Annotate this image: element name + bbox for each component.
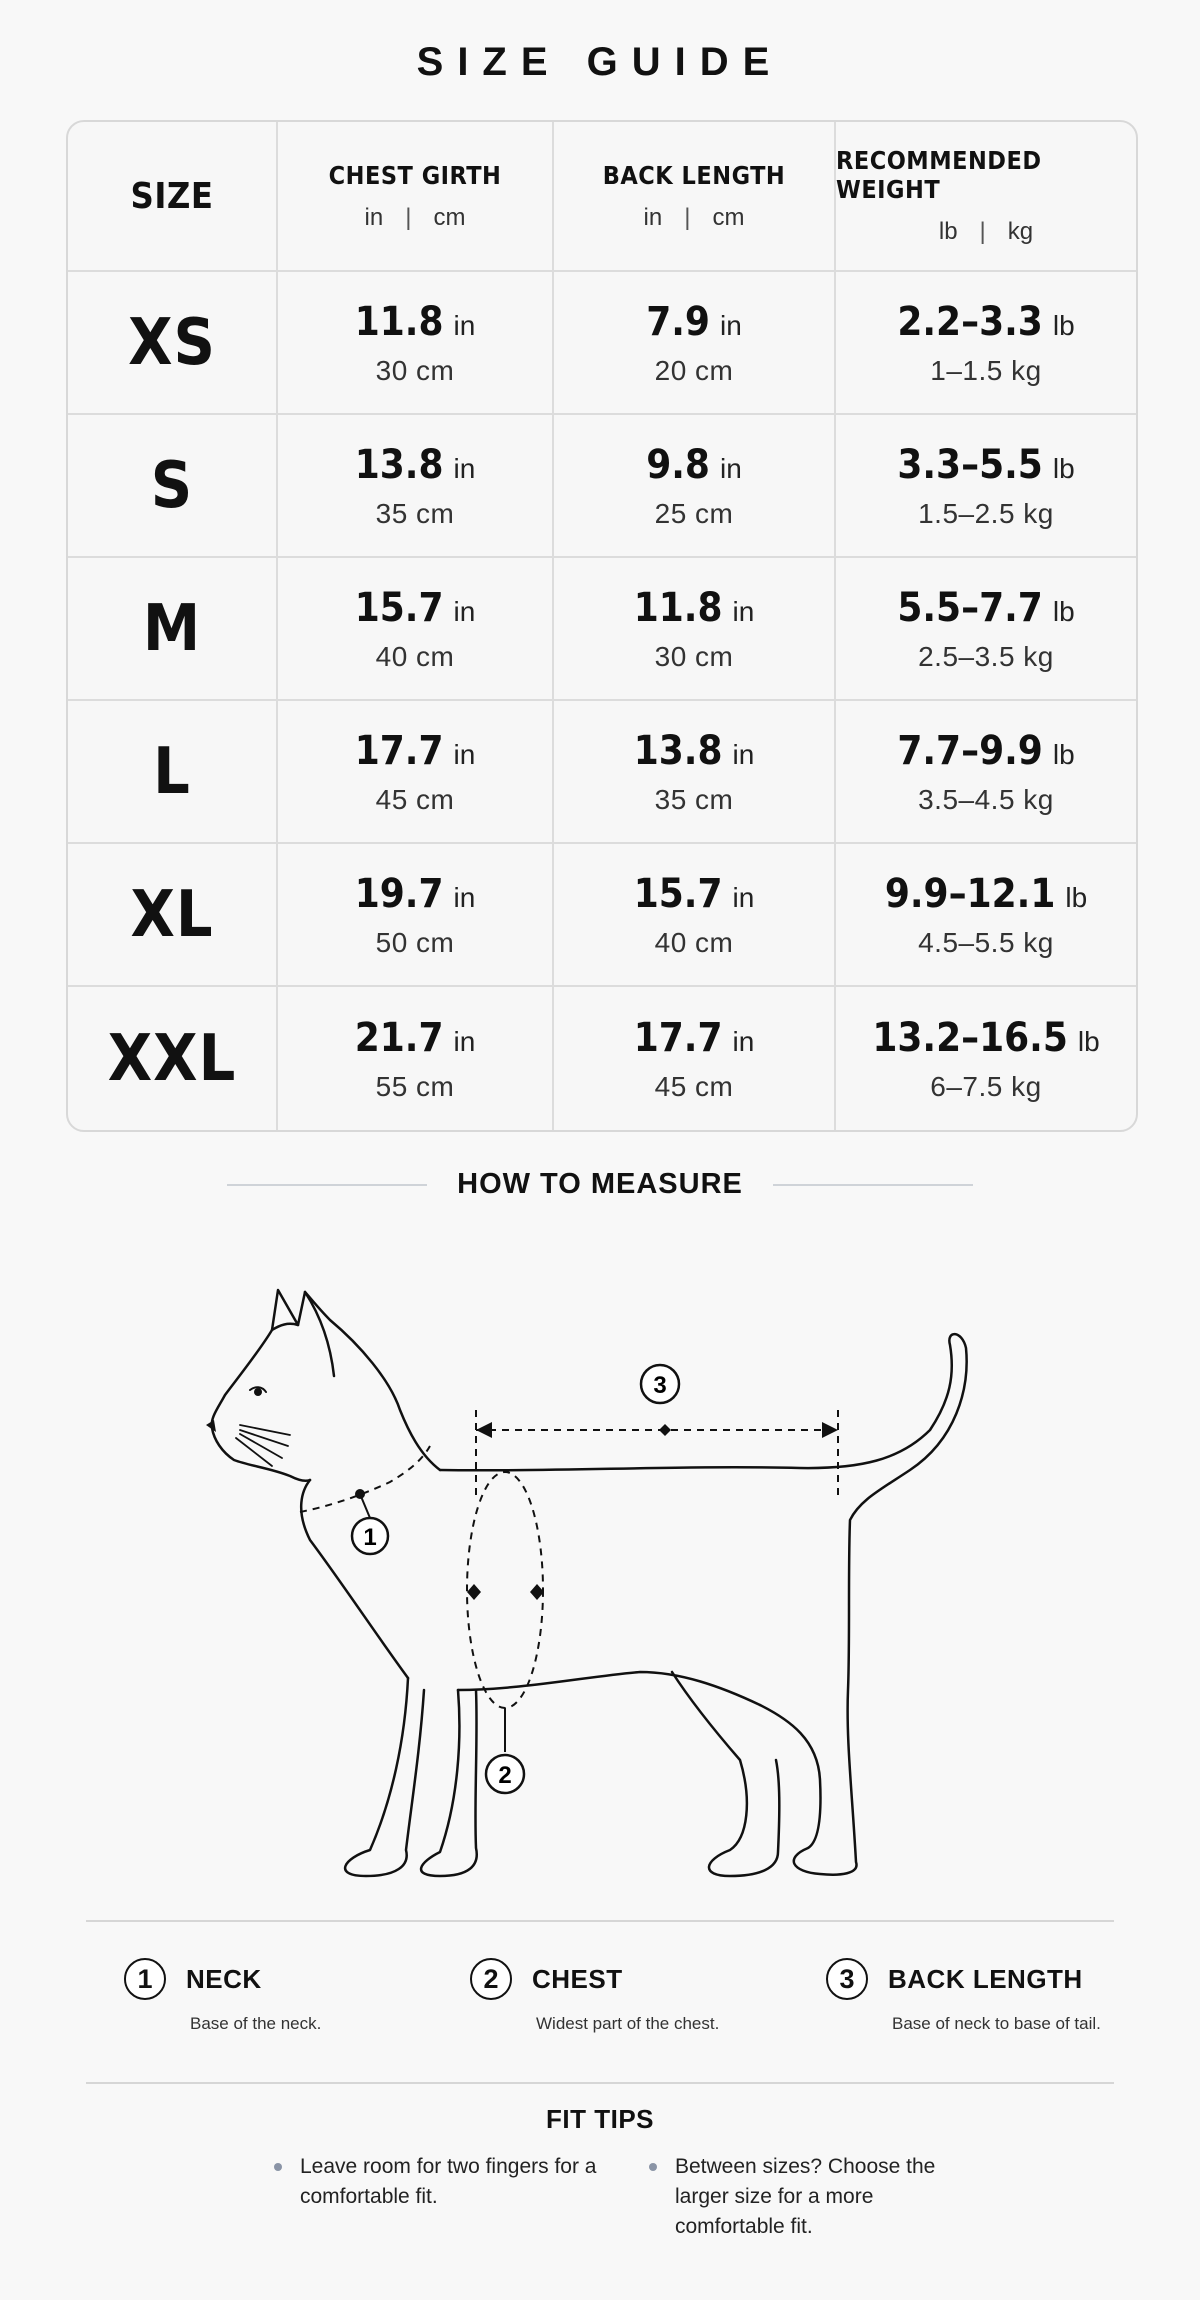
legend-number-badge: 1: [124, 1958, 166, 2000]
chest-in-unit: in: [453, 595, 476, 627]
size-cell: [68, 558, 278, 701]
weight-lb-value: 3.3–5.5: [897, 441, 1043, 488]
weight-kg-value: 1.5–2.5 kg: [918, 497, 1054, 529]
legend-number-badge: 2: [470, 1958, 512, 2000]
header-rule-right: [773, 1184, 973, 1186]
header-back: [554, 122, 836, 272]
back-cm-value: 30 cm: [654, 640, 734, 672]
back-in-value: 17.7: [633, 1014, 723, 1061]
weight-lb-value: 13.2–16.5: [872, 1014, 1068, 1061]
chest-in-value: 21.7: [354, 1014, 444, 1061]
page-title: SIZE GUIDE: [416, 40, 784, 84]
header-weight: [836, 122, 1136, 272]
legend-title: BACK LENGTH: [888, 1963, 1083, 1994]
weight-lb-value: 2.2–3.3: [897, 298, 1043, 345]
back-cell: [554, 558, 836, 701]
cat-illustration-icon: [0, 1240, 1200, 1900]
weight-kg-value: 3.5–4.5 kg: [918, 783, 1054, 815]
weight-lb-unit: lb: [1052, 738, 1075, 770]
unit-kg: kg: [1007, 218, 1034, 245]
header-weight-units: [939, 218, 1033, 246]
weight-lb-value: 7.7–9.9: [897, 727, 1043, 774]
weight-lb-unit: lb: [1052, 452, 1075, 484]
size-table: [66, 120, 1138, 1132]
back-in-unit: in: [732, 1025, 755, 1057]
neck-measure-line: [300, 1446, 430, 1512]
cat-chest-outline: [301, 1480, 408, 1678]
back-diamond-center: [659, 1424, 671, 1436]
cat-ear-inner: [305, 1292, 334, 1376]
header-back-label: BACK LENGTH: [602, 160, 786, 190]
back-in-value: 13.8: [633, 727, 723, 774]
weight-lb-line: [897, 442, 1074, 488]
chest-cm-value: 35 cm: [375, 497, 455, 529]
back-in-unit: in: [732, 738, 755, 770]
size-cell: [68, 987, 278, 1130]
back-in-value: 7.9: [646, 298, 710, 345]
fit-tip-text: Between sizes? Choose the larger size for a more comfortable fit.: [675, 2155, 936, 2238]
header-chest-units: [365, 204, 466, 232]
legend-title: NECK: [186, 1963, 262, 1994]
chest-cell: [278, 272, 554, 415]
chest-diamond-right: [530, 1584, 544, 1600]
back-cm-value: 20 cm: [654, 354, 734, 386]
weight-cell: [836, 844, 1136, 987]
size-label: L: [153, 734, 191, 809]
weight-lb-line: [872, 1015, 1099, 1061]
chest-in-line: [355, 1015, 476, 1061]
back-in-line: [646, 299, 742, 345]
back-cm-value: 35 cm: [654, 783, 734, 815]
back-in-line: [634, 728, 755, 774]
unit-cm: cm: [712, 203, 745, 231]
header-back-units: [644, 204, 745, 232]
back-in-line: [634, 585, 755, 631]
svg-text:3: 3: [653, 1372, 667, 1399]
chest-in-value: 11.8: [354, 298, 444, 345]
weight-lb-value: 9.9–12.1: [884, 870, 1056, 917]
back-cm-value: 25 cm: [654, 497, 734, 529]
marker-2: [486, 1755, 524, 1793]
weight-cell: [836, 701, 1136, 844]
chest-cell: [278, 415, 554, 558]
chest-in-line: [355, 871, 476, 917]
size-label: XL: [130, 877, 214, 952]
weight-kg-value: 2.5–3.5 kg: [918, 640, 1054, 672]
chest-in-line: [355, 442, 476, 488]
chest-cell: [278, 558, 554, 701]
bullet-dot-icon: [274, 2163, 282, 2171]
fit-tip-text: Leave room for two fingers for a comfortable fit.: [300, 2155, 597, 2208]
weight-cell: [836, 415, 1136, 558]
chest-in-value: 13.8: [354, 441, 444, 488]
chest-diamond-left: [467, 1584, 481, 1600]
cat-front-leg-front: [345, 1678, 424, 1876]
chest-cm-value: 40 cm: [375, 640, 455, 672]
unit-cm: cm: [433, 203, 466, 231]
back-in-value: 9.8: [646, 441, 710, 488]
fit-tips-title: FIT TIPS: [546, 2104, 654, 2134]
legend-neck: [124, 1958, 444, 2034]
chest-cm-value: 50 cm: [375, 926, 455, 958]
unit-in: in: [364, 203, 384, 231]
back-in-unit: in: [732, 595, 755, 627]
cat-belly-outline: [458, 1672, 760, 1705]
cat-head-outline: [212, 1292, 440, 1481]
weight-kg-value: 6–7.5 kg: [930, 1070, 1042, 1102]
weight-lb-line: [897, 585, 1074, 631]
back-cell: [554, 987, 836, 1130]
svg-text:1: 1: [363, 1524, 377, 1551]
chest-cell: [278, 701, 554, 844]
legend-number-badge: 3: [826, 1958, 868, 2000]
chest-in-value: 17.7: [354, 727, 444, 774]
chest-cm-value: 45 cm: [375, 783, 455, 815]
size-cell: [68, 415, 278, 558]
neck-point: [355, 1489, 365, 1499]
back-in-line: [634, 1015, 755, 1061]
unit-lb: lb: [938, 218, 958, 245]
legend-back-length: [826, 1958, 1146, 2034]
size-label: S: [150, 448, 194, 523]
cat-whiskers: [236, 1425, 290, 1466]
weight-lb-unit: lb: [1077, 1025, 1100, 1057]
chest-in-unit: in: [453, 881, 476, 913]
marker-1: [352, 1518, 388, 1554]
size-cell: [68, 844, 278, 987]
cat-back-tail-outline: [440, 1334, 967, 1875]
back-in-value: 11.8: [633, 584, 723, 631]
weight-cell: [836, 272, 1136, 415]
chest-cell: [278, 987, 554, 1130]
chest-in-value: 19.7: [354, 870, 444, 917]
legend-description: Widest part of the chest.: [536, 2014, 720, 2033]
header-size-label: SIZE: [130, 175, 214, 217]
chest-in-unit: in: [453, 309, 476, 341]
chest-in-line: [355, 299, 476, 345]
weight-lb-line: [897, 728, 1074, 774]
weight-cell: [836, 987, 1136, 1130]
unit-separator: |: [684, 203, 691, 231]
unit-separator: |: [979, 218, 986, 245]
back-in-line: [634, 871, 755, 917]
back-cell: [554, 415, 836, 558]
back-cell: [554, 844, 836, 987]
cat-eye-pupil: [254, 1388, 262, 1396]
chest-in-line: [355, 585, 476, 631]
size-label: XXL: [107, 1021, 237, 1096]
weight-lb-unit: lb: [1065, 881, 1088, 913]
header-chest: [278, 122, 554, 272]
chest-cell: [278, 844, 554, 987]
legend-description: Base of neck to base of tail.: [892, 2014, 1101, 2033]
weight-kg-value: 4.5–5.5 kg: [918, 926, 1054, 958]
back-in-unit: in: [719, 309, 742, 341]
chest-in-unit: in: [453, 738, 476, 770]
chest-cm-value: 55 cm: [375, 1070, 455, 1102]
size-label: XS: [128, 305, 216, 380]
weight-lb-value: 5.5–7.7: [897, 584, 1043, 631]
chest-in-unit: in: [453, 452, 476, 484]
chest-cm-value: 30 cm: [375, 354, 455, 386]
legend-description: Base of the neck.: [190, 2014, 322, 2033]
cat-rear-leg-back: [672, 1672, 779, 1876]
header-size: [68, 122, 278, 272]
back-cm-value: 45 cm: [654, 1070, 734, 1102]
svg-text:2: 2: [498, 1762, 512, 1789]
header-rule-left: [227, 1184, 427, 1186]
weight-kg-value: 1–1.5 kg: [930, 354, 1042, 386]
section-divider-bottom: [86, 2082, 1114, 2084]
unit-in: in: [643, 203, 663, 231]
bullet-dot-icon: [649, 2163, 657, 2171]
back-cell: [554, 701, 836, 844]
back-arrow-right: [822, 1422, 838, 1438]
unit-separator: |: [405, 203, 412, 231]
fit-tip: [300, 2152, 600, 2212]
legend-chest: [470, 1958, 790, 2034]
back-in-unit: in: [719, 452, 742, 484]
cat-front-leg-back: [421, 1690, 477, 1876]
size-label: M: [142, 591, 202, 666]
back-in-unit: in: [732, 881, 755, 913]
size-cell: [68, 272, 278, 415]
marker-3: [641, 1365, 679, 1403]
chest-in-value: 15.7: [354, 584, 444, 631]
chest-in-line: [355, 728, 476, 774]
weight-lb-line: [885, 871, 1087, 917]
back-in-line: [646, 442, 742, 488]
how-to-measure-title: HOW TO MEASURE: [457, 1168, 743, 1200]
size-cell: [68, 701, 278, 844]
chest-in-unit: in: [453, 1025, 476, 1057]
weight-lb-unit: lb: [1052, 309, 1075, 341]
weight-cell: [836, 558, 1136, 701]
back-cm-value: 40 cm: [654, 926, 734, 958]
back-cell: [554, 272, 836, 415]
how-to-measure-header: [0, 1168, 1200, 1201]
section-divider-top: [86, 1920, 1114, 1922]
header-weight-label: RECOMMENDED WEIGHT: [836, 146, 1042, 204]
weight-lb-line: [897, 299, 1074, 345]
weight-lb-unit: lb: [1052, 595, 1075, 627]
header-chest-label: CHEST GIRTH: [328, 160, 502, 190]
legend-title: CHEST: [532, 1963, 623, 1994]
fit-tip: [675, 2152, 975, 2242]
back-in-value: 15.7: [633, 870, 723, 917]
back-arrow-left: [476, 1422, 492, 1438]
